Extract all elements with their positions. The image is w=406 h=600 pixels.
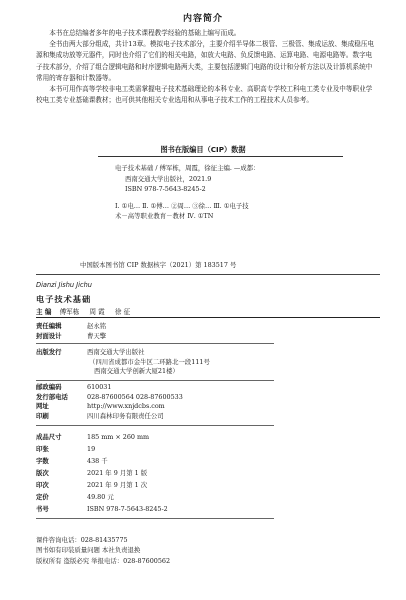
- editors-label: 主 编: [36, 308, 52, 316]
- cip-divider: [98, 156, 343, 157]
- info-divider: [36, 425, 274, 426]
- cip-line: 术－高等职业教育－教材 Ⅳ. ①TN: [115, 212, 214, 221]
- spec-label: 定价: [36, 493, 49, 501]
- intro-paragraph: 本书可用作高等学校非电工类需掌握电子技术基础理论的本科专业、高职高专学校工科电工类专业及中等职业学校电工类专业基础课教材；也可供其他相关专业选用和从事电子技术工作的工程技术人员参考。: [36, 85, 373, 105]
- editor-name: 周 霞: [89, 308, 105, 316]
- contact-label: 印刷: [36, 411, 49, 420]
- contact-block: [36, 383, 380, 421]
- publisher-address: 西南交通大学创新大厦21楼）: [94, 367, 179, 376]
- spec-label: 印张: [36, 445, 49, 453]
- cip-line: Ⅰ. ①电… Ⅱ. ①傅… ②周… ③徐… Ⅲ. ①电子技: [115, 201, 249, 210]
- cip-line: 西南交通大学出版社，2021.9: [125, 174, 212, 183]
- contact-label: 发行部电话: [36, 392, 68, 401]
- spec-label: 书号: [36, 505, 49, 513]
- contact-value: 610031: [87, 383, 112, 391]
- intro-paragraph: 本书在总结编者多年的电子技术课程教学经验的基础上编写而成。: [49, 29, 241, 37]
- contact-label: 网址: [36, 402, 49, 411]
- spec-value: 2021 年 9 月第 1 版: [87, 469, 148, 477]
- intro-title: 内容简介: [182, 14, 223, 24]
- book-title: 电子技术基础: [36, 294, 92, 304]
- book-pinyin: Dianzi Jishu Jichu: [36, 281, 92, 289]
- footer-line: 版权所有 盗版必究 举报电话：028-87600562: [36, 556, 171, 565]
- contact-label: 邮政编码: [36, 383, 62, 391]
- spec-value: 185 mm × 260 mm: [87, 433, 150, 441]
- publisher-address: （四川省成都市金牛区二环路北一段111号: [89, 357, 210, 366]
- info-divider: [36, 343, 274, 344]
- staff-block: [36, 322, 380, 341]
- cip-block: [115, 163, 355, 222]
- staff-label: 责任编辑: [36, 322, 62, 330]
- cip-heading: 图书在版编目（CIP）数据: [160, 145, 246, 154]
- info-divider: [36, 380, 274, 381]
- spec-value: 49.80 元: [87, 493, 114, 501]
- specs-block: [36, 431, 380, 515]
- contact-value: 028-87600564 028-87600533: [87, 392, 183, 401]
- staff-label: 封面设计: [36, 331, 62, 340]
- spec-label: 版次: [36, 469, 49, 477]
- spec-value: 19: [87, 445, 96, 453]
- section-divider: [36, 274, 380, 275]
- editor-name: 傅军栋: [59, 308, 80, 316]
- publisher-name: 西南交通大学出版社: [87, 348, 145, 356]
- intro-paragraph: 全书由两大部分组成，共计13章。模拟电子技术部分，主要介绍半导体二极管、三极管、集成运放、集成稳压电源和集成功放等元器件，同时也介绍了它们的相关电路，如放大电路、负反馈电路、运算电路、电源电路等。数字电子技术部分，介绍了组合逻辑电路和时序逻辑电路两大类，主要包括逻辑门电路的设计和分析方法以及计算机系统中常用的寄存器和计数器等。: [36, 40, 375, 82]
- footer-block: [36, 535, 376, 566]
- cip-line: 电子技术基础 / 傅军栋，周霞，徐征主编. —成都：: [115, 164, 260, 172]
- thick-rule: [36, 317, 380, 318]
- contact-value: 四川森林印务有限责任公司: [87, 411, 164, 420]
- spec-value: 2021 年 9 月第 1 次: [87, 481, 148, 489]
- spec-value: 438 千: [87, 457, 108, 465]
- intro-body: [36, 28, 376, 106]
- footer-line: 课件咨询电话：028-81435775: [36, 536, 128, 544]
- spec-label: 字数: [36, 457, 49, 465]
- footer-line: 图书如有印装质量问题 本社负责退换: [36, 546, 141, 555]
- spec-label: 印次: [36, 481, 49, 489]
- cip-record-number: 中国版本图书馆 CIP 数据核字（2021）第 183517 号: [80, 261, 237, 269]
- contact-value: http://www.xnjdcbs.com: [87, 402, 165, 411]
- publisher-block: [36, 348, 380, 377]
- publisher-label: 出版发行: [36, 348, 62, 356]
- info-divider: [36, 518, 274, 519]
- editors-line: [36, 306, 138, 316]
- editor-name: 徐 征: [114, 308, 131, 316]
- spec-label: 成品尺寸: [36, 433, 62, 441]
- staff-value: 赵永铭: [87, 322, 107, 330]
- spec-value: ISBN 978-7-5643-8245-2: [87, 505, 168, 513]
- staff-value: 曹天擎: [87, 331, 107, 340]
- cip-line: ISBN 978-7-5643-8245-2: [125, 185, 206, 194]
